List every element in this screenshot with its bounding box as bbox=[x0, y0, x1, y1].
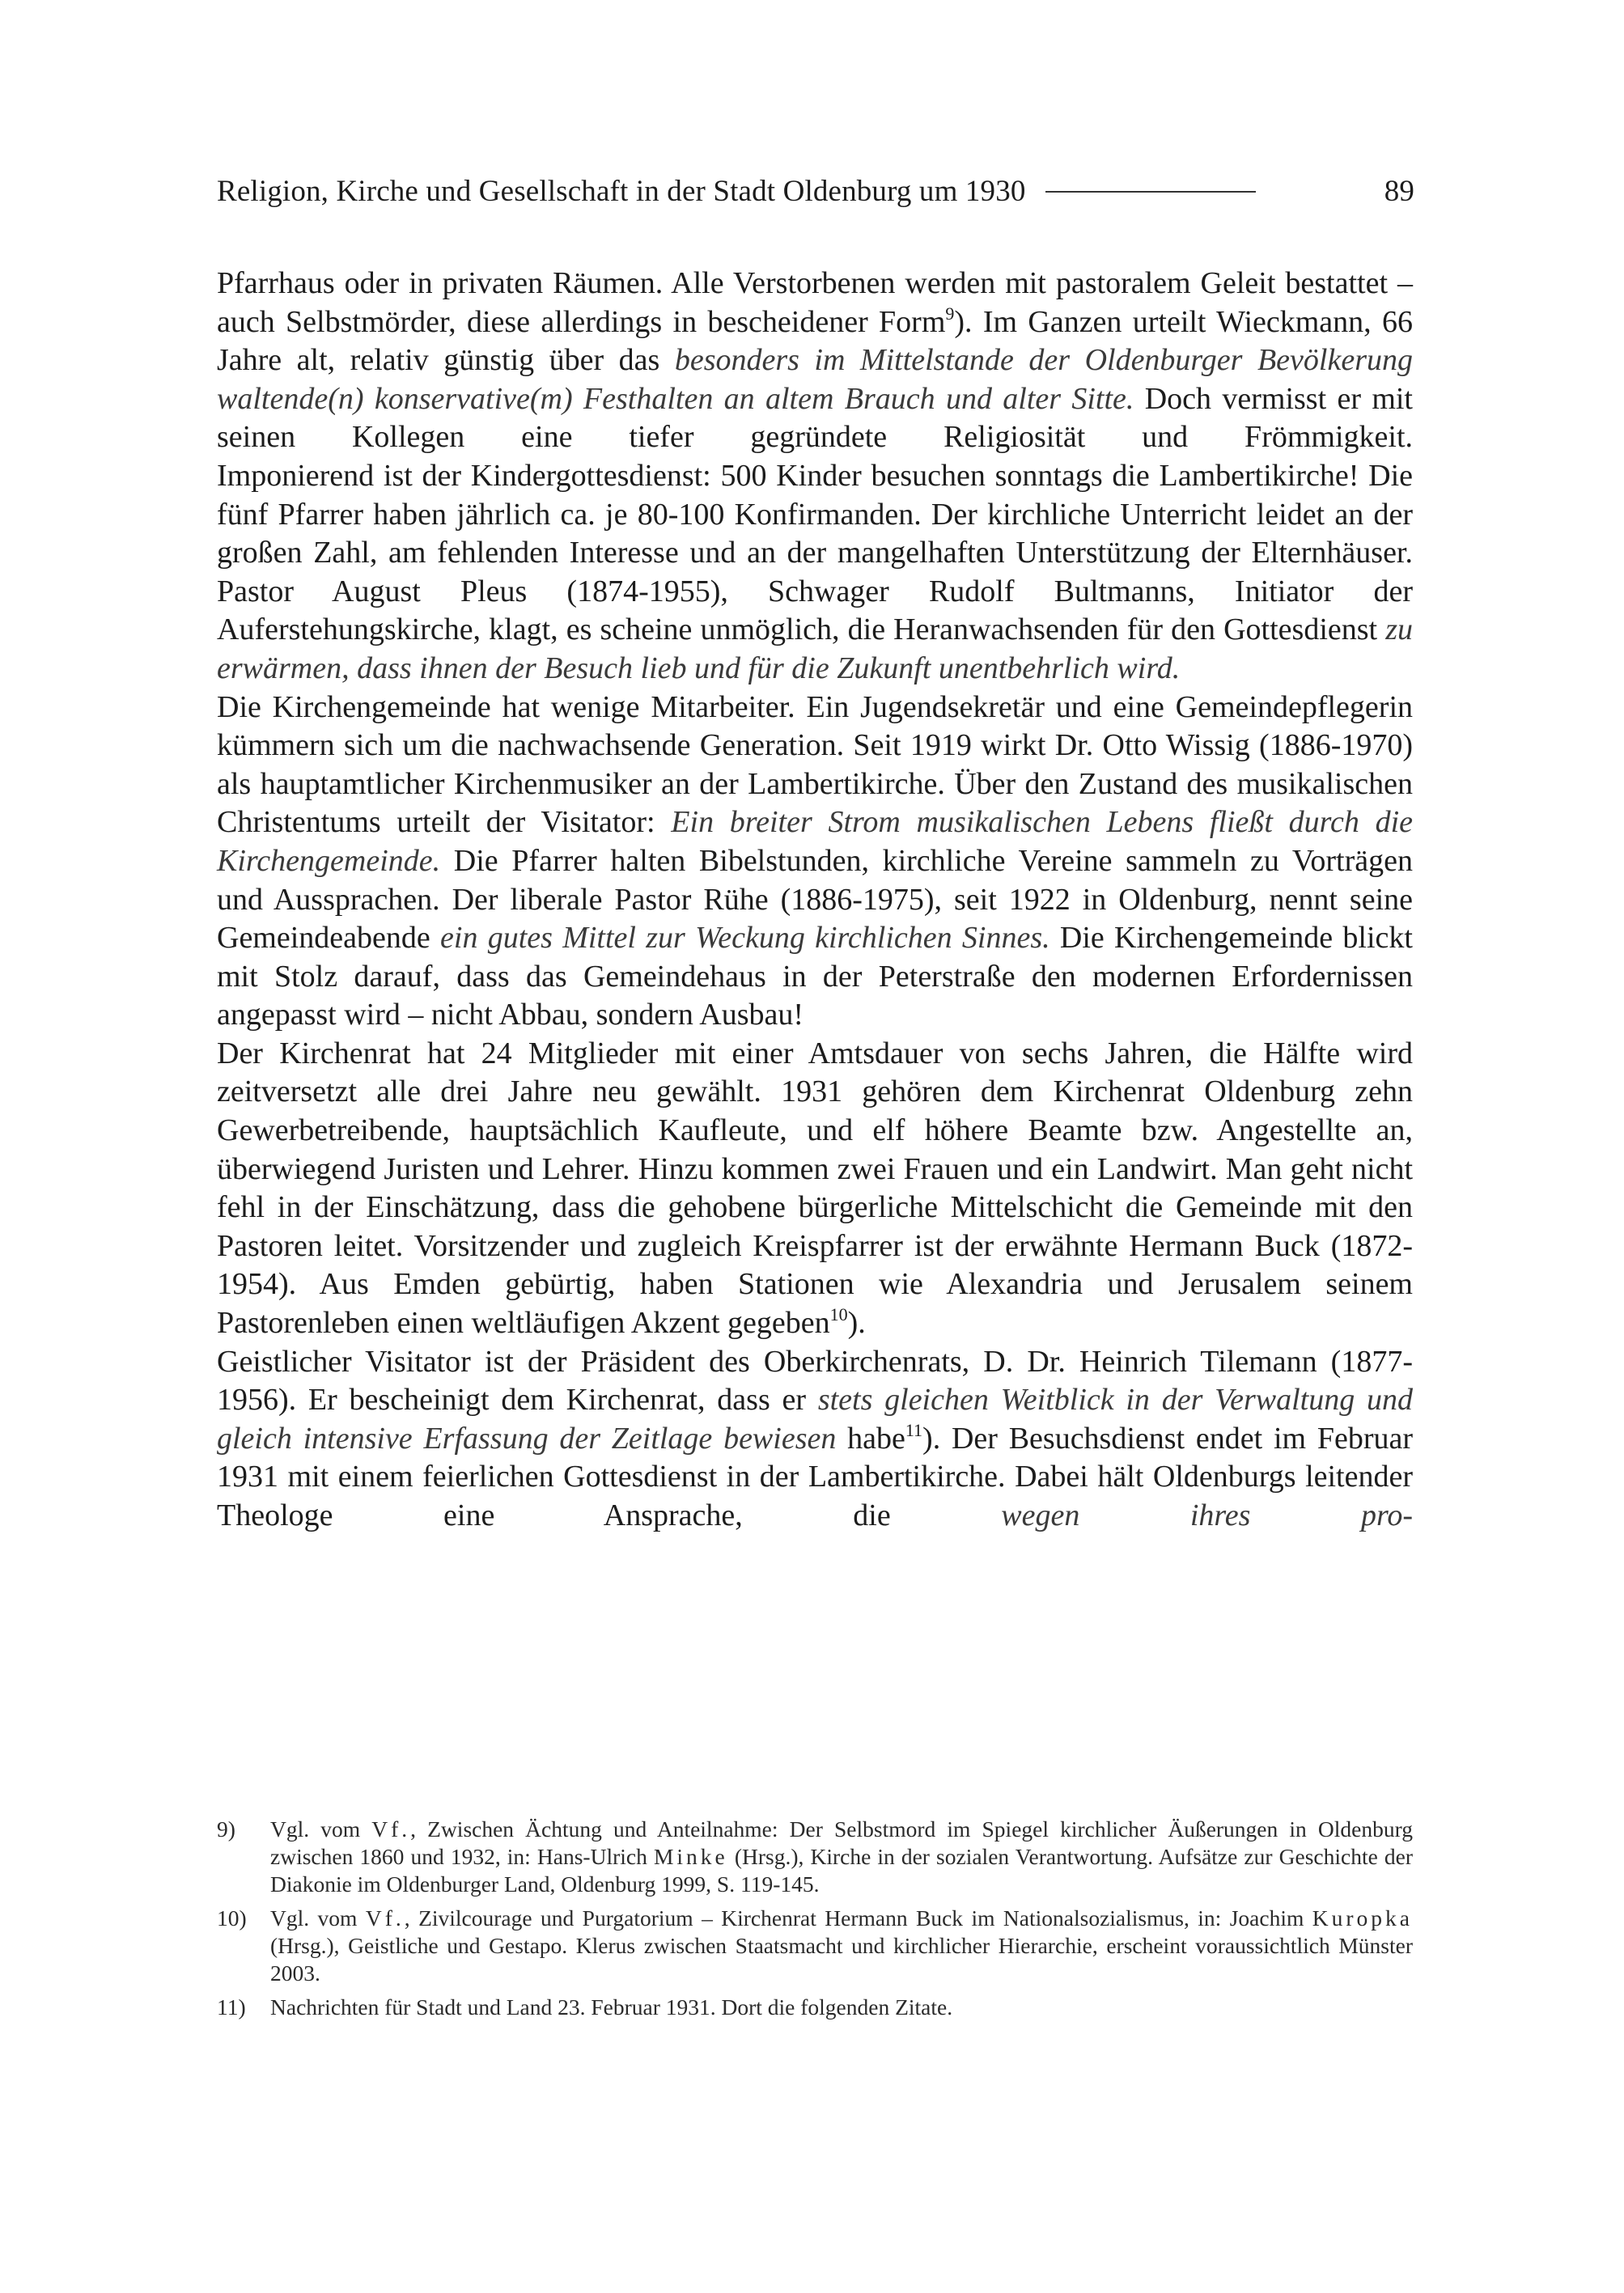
footnote-11 bbox=[217, 1994, 1413, 2021]
author-abbrev: Vf. bbox=[365, 1905, 405, 1931]
footnote-text bbox=[270, 1816, 1413, 1898]
author-abbrev: Vf. bbox=[371, 1816, 411, 1842]
footnote-ref-11: 11 bbox=[905, 1419, 923, 1440]
text-run: habe bbox=[836, 1421, 905, 1456]
editor-name: Minke bbox=[653, 1844, 728, 1869]
quotation: Ein breiter Strom musikalischen Lebens fließt durch die Kirchengemeinde. bbox=[217, 805, 1414, 878]
text-run: (Hrsg.), Geistliche und Gestapo. Klerus zwischen Staatsmacht und kirchlicher Hierarchie, erscheint voraussichtlich Münster 2003. bbox=[270, 1933, 1413, 1986]
footnote-number: 9) bbox=[217, 1816, 235, 1842]
text-run: ). Im Ganzen urteilt Wieckmann, 66 Jahre alt, relativ günstig über das bbox=[217, 304, 1413, 378]
footnote-number: 11) bbox=[217, 1994, 246, 2020]
footnote-text bbox=[270, 1905, 1413, 1987]
text-run: (Hrsg.), Kirche in der sozialen Verantwortung. Aufsätze zur Geschichte der Diakonie im Oldenburger Land, Oldenburg 1999, S. 119-145. bbox=[270, 1844, 1413, 1897]
text-run: Die Kirchengemeinde hat wenige Mitarbeiter. Ein Jugendsekretär und eine Gemeindepflegerin kümmern sich um die nachwachsende Generation. Seit 1919 wirkt Dr. Otto Wissig (1886-1970) als hauptamtlicher Kirchenmusiker an der Lambertikirche. Über den Zustand des musikalischen Christentums urteilt der Visitator: bbox=[217, 689, 1413, 840]
text-run: Doch vermisst er mit seinen Kollegen eine tiefer gegründete Religiosität und Frömmigkeit. bbox=[217, 381, 1413, 455]
text-run: ). bbox=[847, 1306, 866, 1341]
quotation: zu erwärmen, dass ihnen der Besuch lieb und für die Zukunft unentbehrlich wird. bbox=[217, 612, 1413, 685]
running-head-rule bbox=[1045, 191, 1256, 193]
text-run: Die Pfarrer halten Bibelstunden, kirchliche Vereine sammeln zu Vorträgen und Aussprachen. Der liberale Pastor Rühe (1886-1975), seit 1922 in Oldenburg, nennt seine Gemeindeabende bbox=[217, 843, 1413, 956]
text-run: Pfarrhaus oder in privaten Räumen. Alle Verstorbenen werden mit pastoralem Geleit bestattet – auch Selbstmörder, diese allerdings in bescheidener Form bbox=[217, 266, 1413, 339]
text-run: Der Kirchenrat hat 24 Mitglieder mit einer Amtsdauer von sechs Jahren, die Hälfte wird zeitversetzt alle drei Jahre neu gewählt. 1931 gehören dem Kirchenrat Oldenburg zehn Gewerbetreibende, hauptsächlich Kaufleute, und elf höhere Beamte bzw. Angestellte an, überwiegend Juristen und Lehrer. Hinzu kommen zwei Frauen und ein Landwirt. Man geht nicht fehl in der Einschätzung, dass die gehobene bürgerliche Mittelschicht die Gemeinde mit den Pastoren leitet. Vorsitzender und zugleich Kreispfarrer ist der erwähnte Hermann Buck (1872-1954). Aus Emden gebürtig, haben Stationen wie Alexandria und Jerusalem seinem Pastorenleben einen weltläufigen Akzent gegeben bbox=[217, 1036, 1413, 1341]
text-run: Vgl. vom bbox=[270, 1816, 372, 1842]
page-number: 89 bbox=[1384, 174, 1414, 208]
text-run: Nachrichten für Stadt und Land 23. Februar 1931. Dort die folgenden Zitate. bbox=[270, 1994, 953, 2020]
paragraph-4 bbox=[217, 1035, 1413, 1343]
footnote-ref-9: 9 bbox=[945, 303, 955, 324]
quotation: wegen ihres pro- bbox=[1001, 1498, 1413, 1532]
text-run: , Zivilcourage und Purgatorium – Kirchenrat Hermann Buck im Nationalsozialismus, in: Joachim bbox=[404, 1905, 1312, 1931]
text-run: Vgl. vom bbox=[270, 1905, 366, 1931]
footnote-number: 10) bbox=[217, 1905, 247, 1931]
paragraph-5 bbox=[217, 1343, 1413, 1536]
paragraph-2 bbox=[217, 457, 1413, 689]
paragraph-3 bbox=[217, 689, 1413, 1035]
footnotes bbox=[217, 1816, 1413, 2028]
text-run: , Zwischen Ächtung und Anteilnahme: Der Selbstmord im Spiegel kirchlicher Äußerungen in Oldenburg zwischen 1860 und 1932, in: Hans-Ulrich bbox=[270, 1816, 1414, 1869]
footnote-ref-10: 10 bbox=[829, 1304, 848, 1325]
editor-name: Kuropka bbox=[1312, 1905, 1414, 1931]
quotation: ein gutes Mittel zur Weckung kirchlichen Sinnes. bbox=[440, 921, 1050, 956]
footnote-text bbox=[270, 1994, 1413, 2021]
text-run: ). Der Besuchsdienst endet im Februar 1931 mit einem feierlichen Gottesdienst in der Lambertikirche. Dabei hält Oldenburgs leitender Theologe eine Ansprache, die bbox=[217, 1421, 1413, 1532]
running-head-title: Religion, Kirche und Gesellschaft in der Stadt Oldenburg um 1930 bbox=[217, 174, 1026, 208]
running-head bbox=[217, 168, 1414, 214]
paragraph-1 bbox=[217, 265, 1413, 457]
text-run: Die Kirchengemeinde blickt mit Stolz darauf, dass das Gemeindehaus in der Peterstraße den modernen Erfordernissen angepasst wird – nicht Abbau, sondern Ausbau! bbox=[217, 921, 1413, 1032]
quotation: stets gleichen Weitblick in der Verwaltung und gleich intensive Erfassung der Zeitlage bewiesen bbox=[217, 1383, 1414, 1456]
text-run: Imponierend ist der Kindergottesdienst: 500 Kinder besuchen sonntags die Lambertikirche! Die fünf Pfarrer haben jährlich ca. je 80-100 Konfirmanden. Der kirchliche Unterricht leidet an der großen Zahl, am fehlenden Interesse und an der mangelhaften Unterstützung der Elternhäuser. Pastor August Pleus (1874-1955), Schwager Rudolf Bultmanns, Initiator der Auferstehungskirche, klagt, es scheine unmöglich, die Heranwachsenden für den Gottesdienst bbox=[217, 458, 1413, 647]
footnote-10 bbox=[217, 1905, 1413, 1987]
footnote-9 bbox=[217, 1816, 1413, 1898]
body-text bbox=[217, 265, 1413, 1536]
text-run: Geistlicher Visitator ist der Präsident des Oberkirchenrats, D. Dr. Heinrich Tilemann (1877-1956). Er bescheinigt dem Kirchenrat, dass er bbox=[217, 1344, 1413, 1418]
quotation: besonders im Mittelstande der Oldenburger Bevölkerung waltende(n) konservative(m) Festhalten an altem Brauch und alter Sitte. bbox=[217, 343, 1413, 416]
